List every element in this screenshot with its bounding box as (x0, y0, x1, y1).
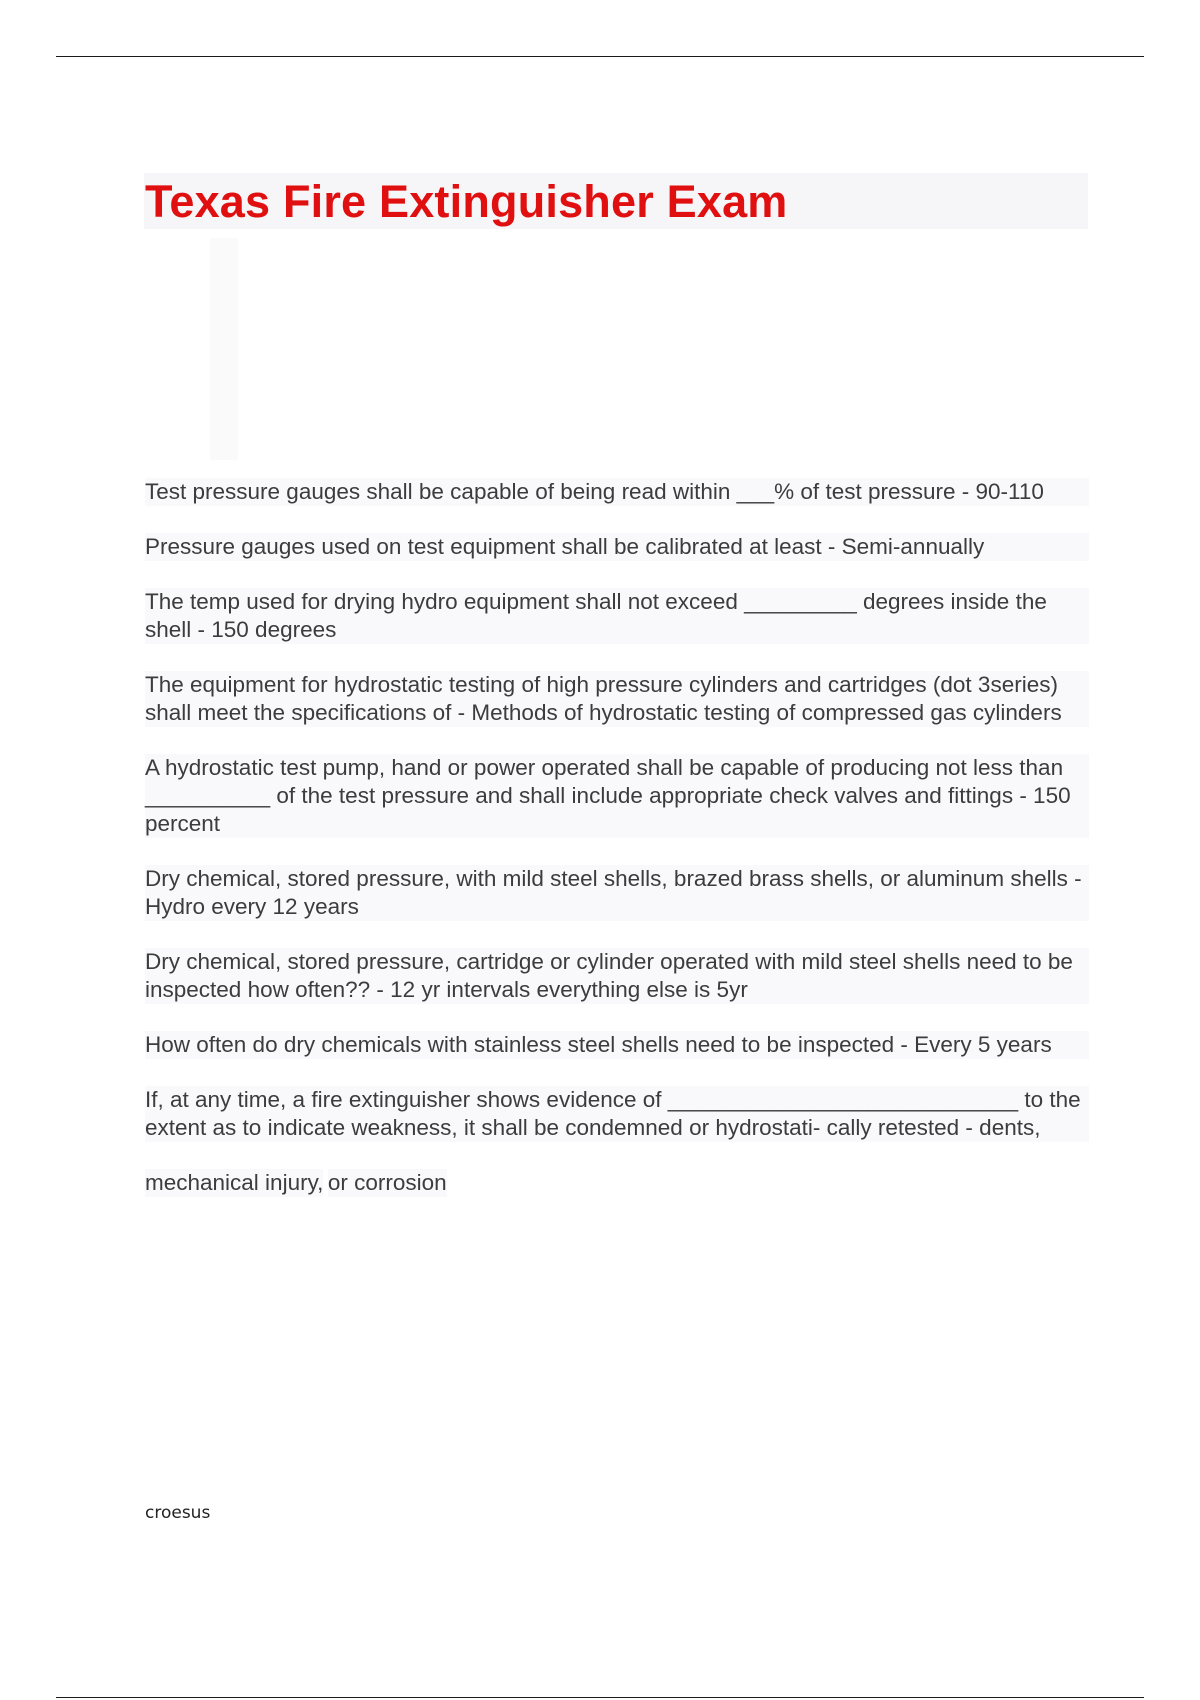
answer-continuation: or corrosion (327, 1170, 447, 1195)
question-item: Dry chemical, stored pressure, with mild steel shells, brazed brass shells, or aluminum shells - Hydro every 12 years (145, 865, 1089, 921)
answer-continuation: mechanical injury, (145, 1170, 324, 1195)
question-item: How often do dry chemicals with stainless steel shells need to be inspected - Every 5 years (145, 1031, 1089, 1059)
question-item: The temp used for drying hydro equipment shall not exceed _________ degrees inside the shell - 150 degrees (145, 588, 1089, 644)
question-item: Dry chemical, stored pressure, cartridge or cylinder operated with mild steel shells need to be inspected how often?? - 12 yr intervals everything else is 5yr (145, 948, 1089, 1004)
footer-author: croesus (145, 1503, 211, 1523)
question-item: The equipment for hydrostatic testing of high pressure cylinders and cartridges (dot 3series) shall meet the specifications of - Methods of hydrostatic testing of compressed gas cylinders (145, 671, 1089, 727)
top-rule (56, 56, 1144, 57)
question-list (145, 478, 1089, 1224)
bottom-rule (56, 1697, 1144, 1698)
document-title: Texas Fire Extinguisher Exam (145, 176, 788, 227)
question-item: Test pressure gauges shall be capable of being read within ___% of test pressure - 90-110 (145, 478, 1089, 506)
question-item: If, at any time, a fire extinguisher shows evidence of ____________________________ to the extent as to indicate weakness, it shall be condemned or hydrostati- cally retested - dents, (145, 1086, 1089, 1142)
blank-area (210, 238, 238, 460)
question-item: A hydrostatic test pump, hand or power operated shall be capable of producing not less than __________ of the test pressure and shall include appropriate check valves and fittings - 150 percent (145, 754, 1089, 838)
question-item: Pressure gauges used on test equipment shall be calibrated at least - Semi-annually (145, 533, 1089, 561)
